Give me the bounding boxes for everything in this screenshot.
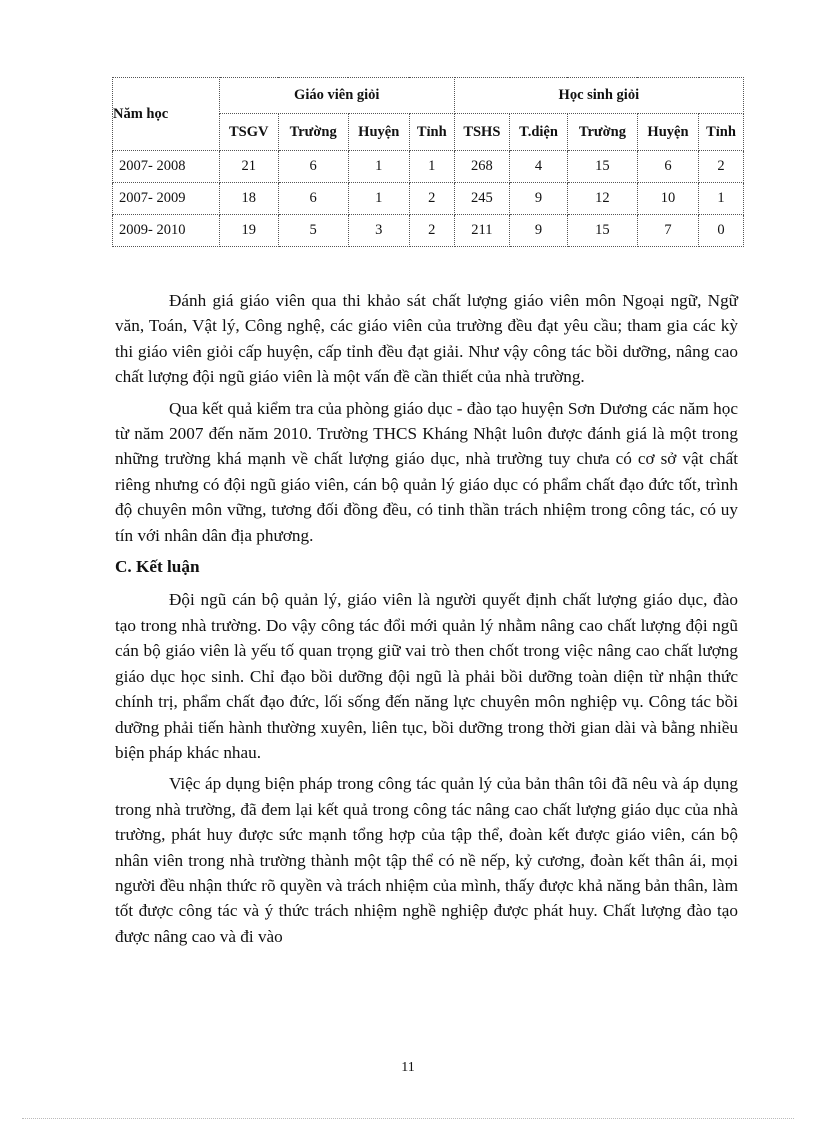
table-cell: 5 [278,215,348,247]
table-cell: 6 [637,151,698,183]
paragraph-inspection-results: Qua kết quả kiểm tra của phòng giáo dục - đào tạo huyện Sơn Dương các năm học từ năm 2007 đến năm 2010. Trường THCS Kháng Nhật luôn được đánh giá là một trong những trường khá mạnh về chất lượng giáo dục, nhà trường tuy chưa có cơ sở vật chất riêng nhưng có đội ngũ giáo viên, cán bộ quản lý giáo dục có phẩm chất đạo đức tốt, trình độ chuyên môn vững, tương đối đồng đều, có tinh thần trách nhiệm trong công tác, có uy tín với nhân dân địa phương. [115,398,738,545]
table-cell: 9 [510,183,568,215]
year-header: Năm học [113,78,220,151]
table-cell: 2 [409,215,454,247]
table-cell: 9 [510,215,568,247]
body-text [115,288,738,955]
column-header: Tỉnh [699,114,744,151]
table-cell: 0 [699,215,744,247]
column-header: TSGV [219,114,278,151]
section-heading-conclusion: C. Kết luận [115,557,200,577]
students-group-header: Học sinh giỏi [454,78,743,114]
table-row [113,151,744,183]
column-header: T.diện [510,114,568,151]
table-cell: 6 [278,183,348,215]
table-cell: 15 [567,215,637,247]
table-cell: 245 [454,183,509,215]
column-header: Trường [567,114,637,151]
table-cell: 3 [348,215,409,247]
table-cell: 268 [454,151,509,183]
table-cell: 19 [219,215,278,247]
year-cell: 2007- 2008 [113,151,220,183]
table-cell: 4 [510,151,568,183]
table-row [113,215,744,247]
table-cell: 1 [348,183,409,215]
year-cell: 2009- 2010 [113,215,220,247]
table-cell: 6 [278,151,348,183]
table-cell: 2 [409,183,454,215]
column-header: Tỉnh [409,114,454,151]
results-table [112,77,744,247]
teachers-group-header: Giáo viên giỏi [219,78,454,114]
table-cell: 211 [454,215,509,247]
table-row [113,183,744,215]
column-header: Huyện [637,114,698,151]
table-cell: 12 [567,183,637,215]
table-cell: 1 [699,183,744,215]
table-cell: 10 [637,183,698,215]
table-cell: 2 [699,151,744,183]
paragraph-evaluation: Đánh giá giáo viên qua thi khảo sát chất lượng giáo viên môn Ngoại ngữ, Ngữ văn, Toán, Vật lý, Công nghệ, các giáo viên của trường đều đạt yêu cầu; tham gia các kỳ thi giáo viên giỏi cấp huyện, cấp tỉnh đều đạt giải. Như vậy công tác bồi dưỡng, nâng cao chất lượng đội ngũ giáo viên là một vấn đề cần thiết của nhà trường. [115,291,738,387]
table-cell: 15 [567,151,637,183]
column-header: TSHS [454,114,509,151]
page-number: 11 [401,1060,415,1075]
page-bottom-divider [22,1118,794,1119]
table-cell: 21 [219,151,278,183]
paragraph-application: Việc áp dụng biện pháp trong công tác quản lý của bản thân tôi đã nêu và áp dụng trong nhà trường, đã đem lại kết quả trong công tác nâng cao chất lượng giáo dục của nhà trường, phát huy được sức mạnh tổng hợp của tập thể, đoàn kết được giáo viên, cán bộ nhân viên trong nhà trường thành một tập thể có nề nếp, kỷ cương, đoàn kết thân ái, mọi người đều nhận thức rõ quyền và trách nhiệm của mình, thấy được khả năng bản thân, làm tốt được công tác và ý thức trách nhiệm nghề nghiệp được phát huy. Chất lượng đào tạo được nâng cao và đi vào [115,774,738,946]
table-cell: 7 [637,215,698,247]
table-cell: 18 [219,183,278,215]
year-cell: 2007- 2009 [113,183,220,215]
column-header: Trường [278,114,348,151]
table-cell: 1 [409,151,454,183]
table-cell: 1 [348,151,409,183]
paragraph-conclusion: Đội ngũ cán bộ quản lý, giáo viên là người quyết định chất lượng giáo dục, đào tạo trong nhà trường. Do vậy công tác đổi mới quản lý nhằm nâng cao chất lượng đội ngũ cán bộ giáo viên là yếu tố quan trọng giữ vai trò then chốt trong việc nâng cao chất lượng giáo dục học sinh. Chỉ đạo bồi dưỡng đội ngũ là phải bồi dưỡng toàn diện từ nhận thức chính trị, phẩm chất đạo đức, lối sống đến năng lực chuyên môn nghiệp vụ. Công tác bồi dưỡng phải tiến hành thường xuyên, liên tục, bồi dưỡng trong thời gian dài và bằng nhiều biện pháp khác nhau. [115,590,738,762]
column-header: Huyện [348,114,409,151]
